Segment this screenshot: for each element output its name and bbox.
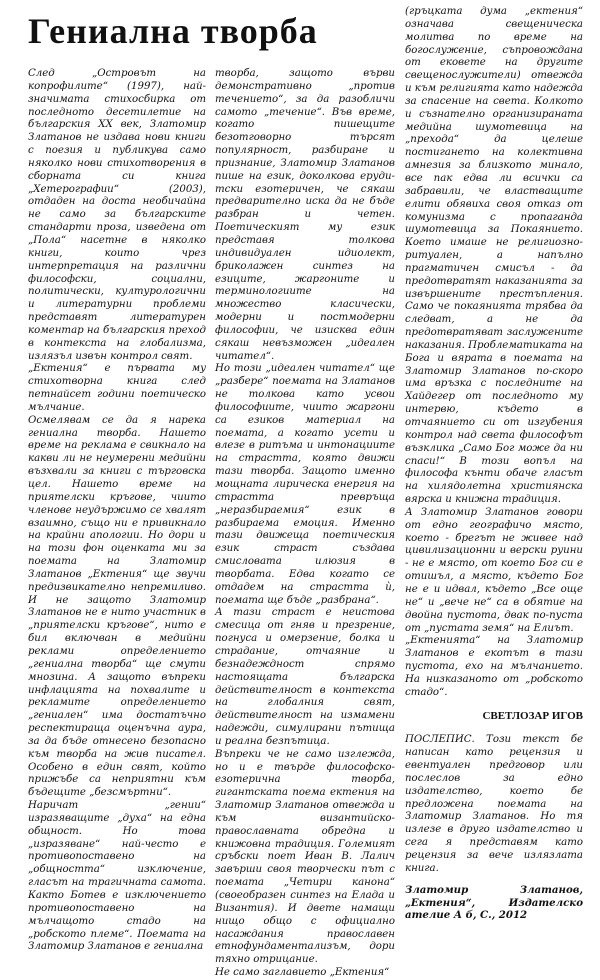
paragraph: Не само заглавието „Ектения“ [215,967,390,979]
paragraph: творба, защото върви демонстративно „против течението“, за да разобличи самото „течение“. Във време, когато пишещите безотговорно търсят популярност, разбиране и признание, Златомир Златанов пише на език, доколкова ерудитски езотеричен, че сякаш предварително иска да не бъде разбран и четен. Поетическият му език представя толкова индивидуален идиолект, бриколажен синтез на езиците, жаргоните и терминологиите на множество класически, модерни и постмодерни философии, че изисква един сякаш невъзможен „идеален читател“. [215,68,395,362]
paragraph: А тази страст е неистова смесица от гняв и презрение, погнуса и омерзение, болка и страдание, отчаяние и безнадеждност спрямо настоящата българска действителност в контекста на глобалния свят, действителност на измамени надежди, симулирани пътища и реална безпътица. [215,607,395,747]
column-1 [28,68,206,953]
postscript: ПОСЛЕПИС. Този текст бе написан като рецензия и евентуален предговор или послеслов за едно издателство, което бе предложена поемата на Златомир Златанов. Но тя излезе в друго издателство и сега я представям като рецензия за вече излязлата книга. [405,734,583,874]
author-signature: СВЕТЛОЗАР ИГОВ [482,709,583,722]
paragraph: Но този „идеален читател“ ще „разбере“ поемата на Златанов не толкова като усвои философиите, чиито жаргони са езиков материал на поемата, а когато усети и влезе в ритъма и интонациите на страстта, която движи тази творба. Защото именно мощната лирическа енергия на страстта превръща „неразбираемия“ език в разбираема емоция. Именно тази движеща поетическия език страст създава смисловата илюзия в творбата. Едва когато се отдадем на страстта ѝ, поемата ще бъде „разбрана“. [215,363,395,606]
paragraph: Въпреки че не само изглежда, но и е твърде философско-езотерична творба, гигантската поема ектения на Златомир Златанов отвежда и към византийско-православната обредна и книжовна традиция. Големият сръбски поет Иван В. Лалич завърши своя творчески път с поемата „Четири канона“ (своеобразен синтез на Елада и Византия). И двете намащи нищо общо с официално насаждания православен етнофундаментализъм, дори тяхно отрицание. [215,748,395,966]
column-3 [405,6,583,922]
paragraph: А Златомир Златанов говори от едно географичо място, което - брегът не живее над цивилизационни и верски руини - не е място, от което Бог си е отишъл, а място, където Бог не е и идвал, където „Все още не“ и „вече не“ са в обятие на двойна пустота, двак по-пуста от „пустата земя“ на Елиът. [405,506,583,634]
book-credit: Златомир Златанов, „Ектения“, Издателско ателие А б, С., 2012 [405,883,583,922]
article-title: Гениална творба [28,11,318,51]
column-2 [215,68,395,979]
paragraph: (гръцката дума „ектения“ означава свещеническа молитва по време на богослужение, съпровождана от ековете на другите свещенослужители) отвежда и към религията като надежда за спасение на света. Колкото и съзнателно организираната медийна шумотевица на „прехода“ да целеше постигането на колективна амнезия за близкото минало, все пак едва ли всички са забравили, че властващите елити обявиха своя отказ от комунизма с пропаганда шумотевица за Покаянието. Което имаше не религиозно-ритуален, а напълно прагматичен смисъл - да предотвратят наказанията за извършените престъпления. Само че покаянията трябва да следват, а не да предотвратяват заслужените наказания. Проблематиката на Бога и вярата в поемата на Златомир Златанов по-скоро има връзка с последните на Хайдегер от последното му интервю, където в отчаянието си от изгубения контрол над света философът възклика „Само Бог може да ни спаси!“ В този вопъл на философа кънти обаче гласът на хилядолетна християнска вярска и книжна традиция. [405,6,583,506]
paragraph: Наричат „гении“ изразяващите „духа“ на една общност. Но това „изразяване“ най-често е противопоставено на „общността“ изключение, гласът на трагичната самота. Както Ботев е изключението противопоставено на мълчащото стадо на „робското племе“. Поемата на Златомир Златанов е гениална [28,800,206,953]
paragraph: Осмелявам се да я нарека гениална творба. Нашето време на реклама е свикнало на какви ли не неумерени медийни възхвали за книги с търговска цел. Нашето време на приятелски кръгове, чиито членове неудържимо се хвалят взаимно, също ни е привикнало на крайни апологии. Но дори и на този фон оценката ми за поемата на Златомир Златанов „Ектения“ ще звучи предизвикателно непремиливо. И не защото Златомир Златанов не е нито участник в „приятелски кръгове“, нито е бил включван в медийни реклами определението „гениална творба“ ще смути мнозина. А защото въпреки инфлацията на похвалите и рекламите определението „гениален“ има достатъчно респектираща оценъчна аура, за да бъде отнесено безопасно към творба на жив писател. Особено в един свят, който прижъбе са неприятни към бъдещите „безсмъртни“. [28,414,206,799]
paragraph: След „Островът на копрофилите“ (1997), най-значимата стихосбирка от последното десетилетие на българския XX век, Златомир Златанов не издава нови книги с поезия и публикува само няколко нови стихотворения в сборната си книга „Хетерографии“ (2003), отдаден на доста необичайна не само за българските стандарти проза, изведена от „Пола“ насетне в няколко книги, които чрез интерпретация на различни философски, социални, политически, културологични и литературни проблеми представят литературен коментар на българския преход в контекста на глобализма, излязъл извън контрол свят. [28,68,206,362]
paragraph: „Ектения“ е първата му стихотворна книга след петнайсет години поетическо мълчание. [28,363,206,413]
paragraph: „Ектенията“ на Златомир Златанов е екотът в тази пустота, ехо на мълчанието. На низказаното от „робското стадо“. [405,635,583,698]
